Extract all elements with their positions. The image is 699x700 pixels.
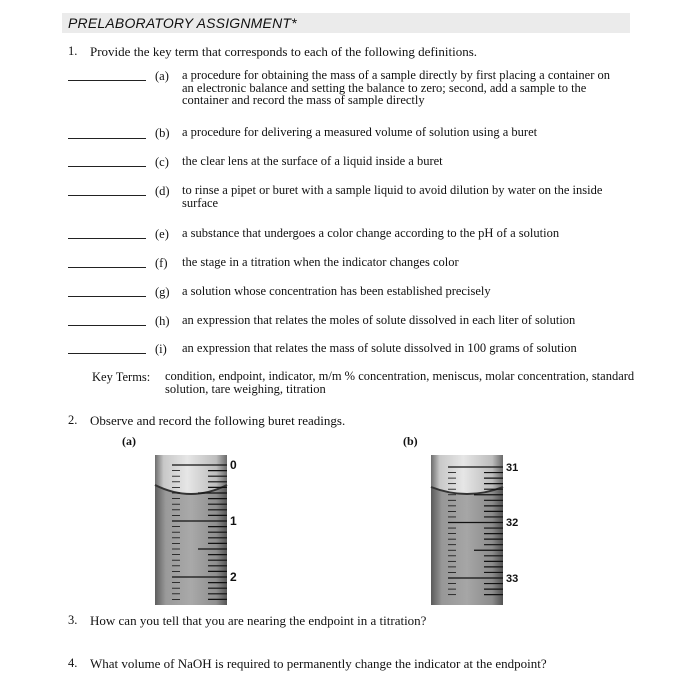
buret-b-mark-32: 32: [506, 517, 519, 529]
answer-blank-h[interactable]: [68, 325, 146, 326]
q3-prompt: How can you tell that you are nearing the endpoint in a titration?: [90, 613, 427, 628]
item-letter-c: (c): [155, 155, 169, 169]
item-letter-f: (f): [155, 256, 168, 270]
buret-b-figure: [426, 455, 526, 607]
buret-b-label: (b): [403, 434, 418, 448]
item-letter-g: (g): [155, 285, 170, 299]
key-terms-label: Key Terms:: [92, 370, 151, 384]
answer-blank-b[interactable]: [68, 138, 146, 139]
item-letter-a: (a): [155, 69, 169, 83]
item-letter-i: (i): [155, 342, 167, 356]
q3-number: 3.: [68, 613, 78, 627]
q2-number: 2.: [68, 413, 78, 427]
buret-a-mark-0: 0: [230, 458, 237, 472]
buret-b-mark-33: 33: [506, 573, 519, 585]
item-definition-b: a procedure for delivering a measured volume of solution using a buret: [182, 125, 538, 139]
item-definition-h: an expression that relates the moles of solute dissolved in each liter of solution: [182, 313, 576, 327]
answer-blank-c[interactable]: [68, 166, 146, 167]
q4-number: 4.: [68, 656, 78, 670]
q1-prompt: Provide the key term that corresponds to each of the following definitions.: [90, 44, 478, 59]
item-letter-h: (h): [155, 314, 170, 328]
buret-a-label: (a): [122, 434, 136, 448]
buret-b-mark-31: 31: [506, 462, 519, 474]
answer-blank-d[interactable]: [68, 195, 146, 196]
buret-a-mark-1: 1: [230, 514, 237, 528]
buret-a-figure: [150, 455, 250, 607]
key-terms-list: condition, endpoint, indicator, m/m % concentration, meniscus, molar concentration, standard solution, tare weighing, titration: [165, 369, 635, 396]
answer-blank-i[interactable]: [68, 353, 146, 354]
item-letter-e: (e): [155, 227, 169, 241]
page-title: PRELABORATORY ASSIGNMENT*: [68, 15, 297, 31]
item-definition-g: a solution whose concentration has been established precisely: [182, 284, 491, 298]
item-definition-a: a procedure for obtaining the mass of a sample directly by first placing a container on an electronic balance and setting the balance to zero; second, add a sample to the container and record the mass of sample directly: [182, 68, 610, 107]
answer-blank-e[interactable]: [68, 238, 146, 239]
answer-blank-a[interactable]: [68, 80, 146, 81]
q4-prompt: What volume of NaOH is required to permanently change the indicator at the endpoint?: [90, 656, 547, 671]
item-definition-i: an expression that relates the mass of solute dissolved in 100 grams of solution: [182, 341, 577, 355]
item-definition-f: the stage in a titration when the indicator changes color: [182, 255, 459, 269]
buret-a-liquid: [155, 485, 227, 605]
buret-b-liquid: [431, 487, 503, 605]
answer-blank-f[interactable]: [68, 267, 146, 268]
header-bar: [62, 13, 630, 33]
item-definition-c: the clear lens at the surface of a liquid inside a buret: [182, 154, 443, 168]
item-letter-d: (d): [155, 184, 170, 198]
answer-blank-g[interactable]: [68, 296, 146, 297]
q1-number: 1.: [68, 44, 78, 58]
item-definition-e: a substance that undergoes a color change according to the pH of a solution: [182, 226, 560, 240]
q2-prompt: Observe and record the following buret readings.: [90, 413, 346, 428]
item-letter-b: (b): [155, 126, 170, 140]
item-definition-d: to rinse a pipet or buret with a sample liquid to avoid dilution by water on the inside surface: [182, 183, 603, 210]
buret-a-mark-2: 2: [230, 570, 237, 584]
